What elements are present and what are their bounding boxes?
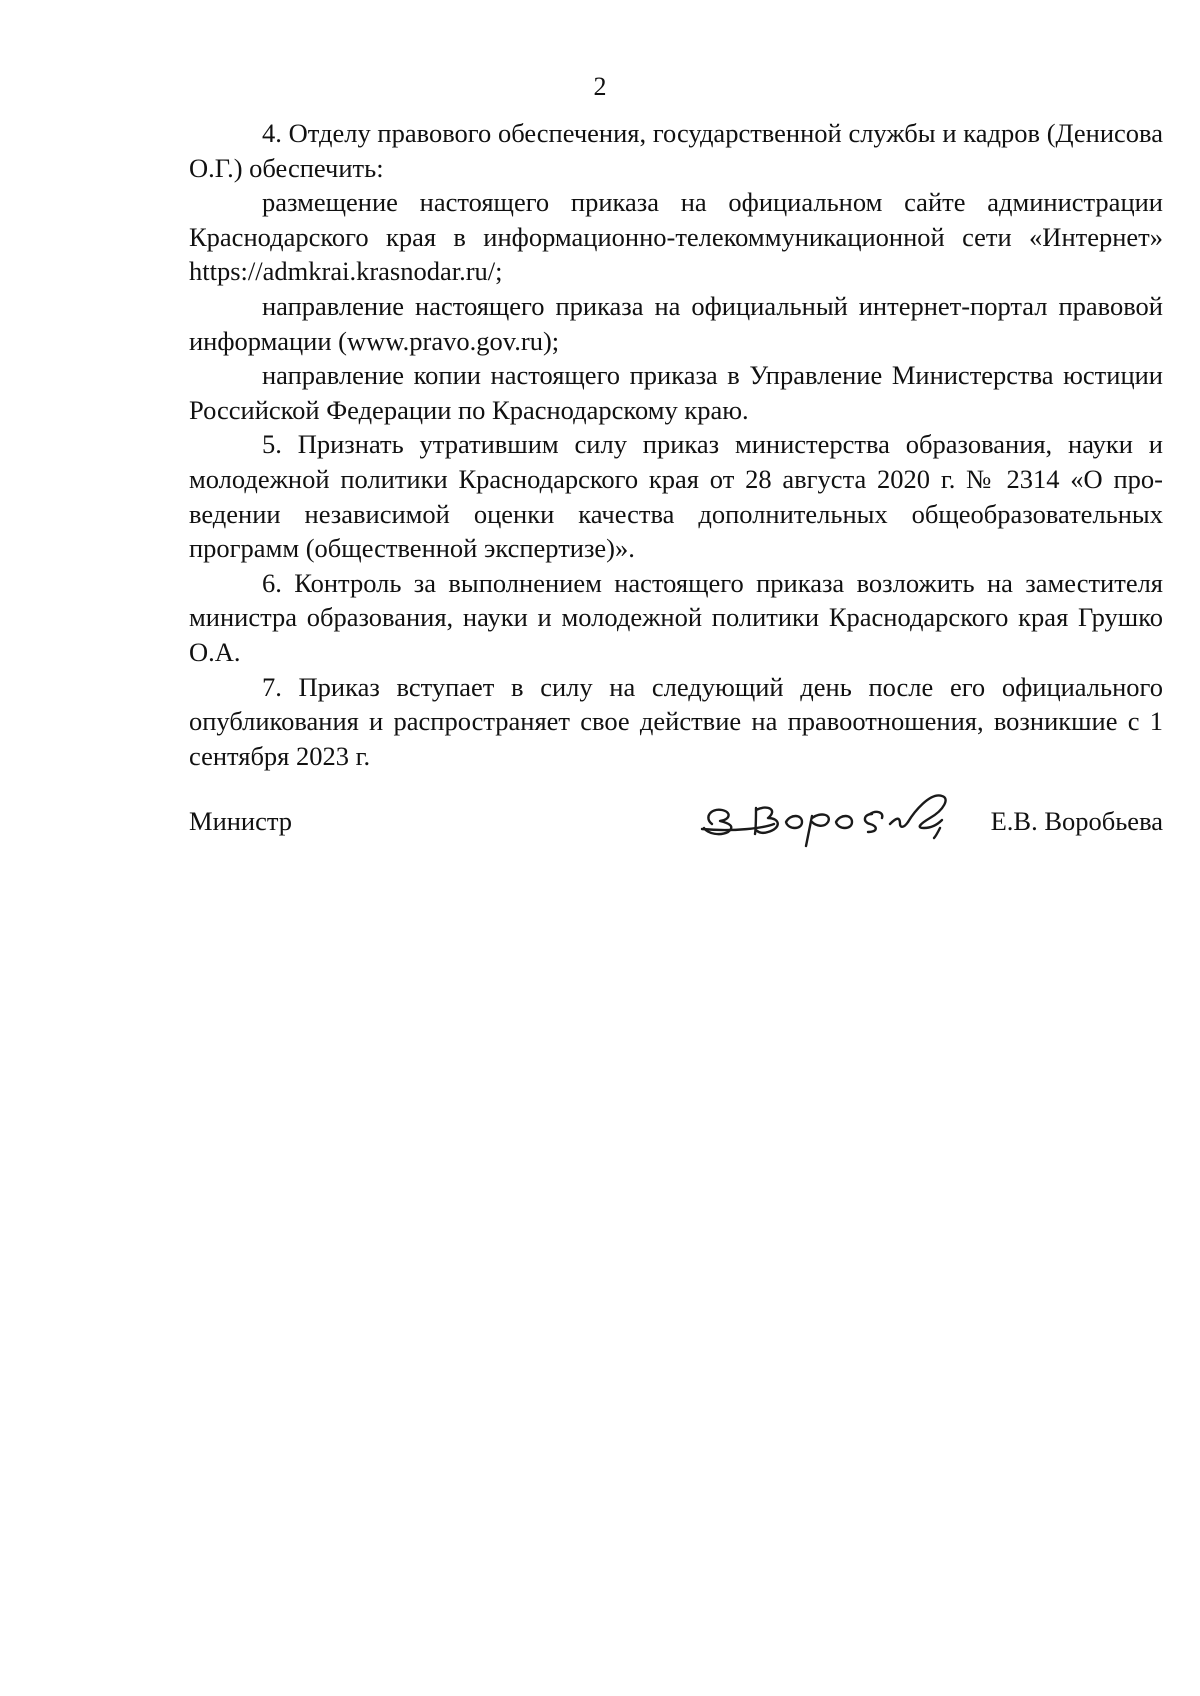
- paragraph-7: 7. Приказ вступает в силу на следующий день после его официального опубликования и распространяет свое действие на правоотношения, возникшие с 1 сентября 2023 г.: [189, 671, 1163, 771]
- signer-title: Министр: [189, 806, 293, 836]
- paragraph-4-ministry-of-justice: направление копии настоящего приказа в Управление Министерства юстиции Российской Федерации по Краснодарскому краю.: [189, 360, 1163, 425]
- order-body: [189, 116, 1163, 773]
- paragraph-5: 5. Признать утратившим силу приказ министерства образования, науки и молодежной политики Краснодарского края от 28 августа 2020 г. № 2314 «О проведении независимой оценки качества дополнительных общеобразовательных программ (общественной экспертизе)».: [189, 429, 1163, 564]
- signer-name: Е.В. Воробьева: [990, 806, 1163, 836]
- page-number: 2: [593, 72, 607, 101]
- paragraph-4-website: размещение настоящего приказа на официальном сайте администрации Краснодарского края в информационно-телекоммуникационной сети «Интернет» https://admkrai.krasnodar.ru/;: [189, 187, 1163, 287]
- paragraph-4: 4. Отделу правового обеспечения, государственной службы и кадров (Денисова О.Г.) обеспечить:: [189, 118, 1163, 183]
- handwritten-signature: [694, 788, 964, 850]
- signature-block: [189, 796, 1163, 846]
- paragraph-6: 6. Контроль за выполнением настоящего приказа возложить на заместителя министра образования, науки и молодежной политики Краснодарского края Грушко О.А.: [189, 567, 1163, 667]
- paragraph-4-legal-portal: направление настоящего приказа на официальный интернет-портал правовой информации (www.pravo.gov.ru);: [189, 290, 1163, 356]
